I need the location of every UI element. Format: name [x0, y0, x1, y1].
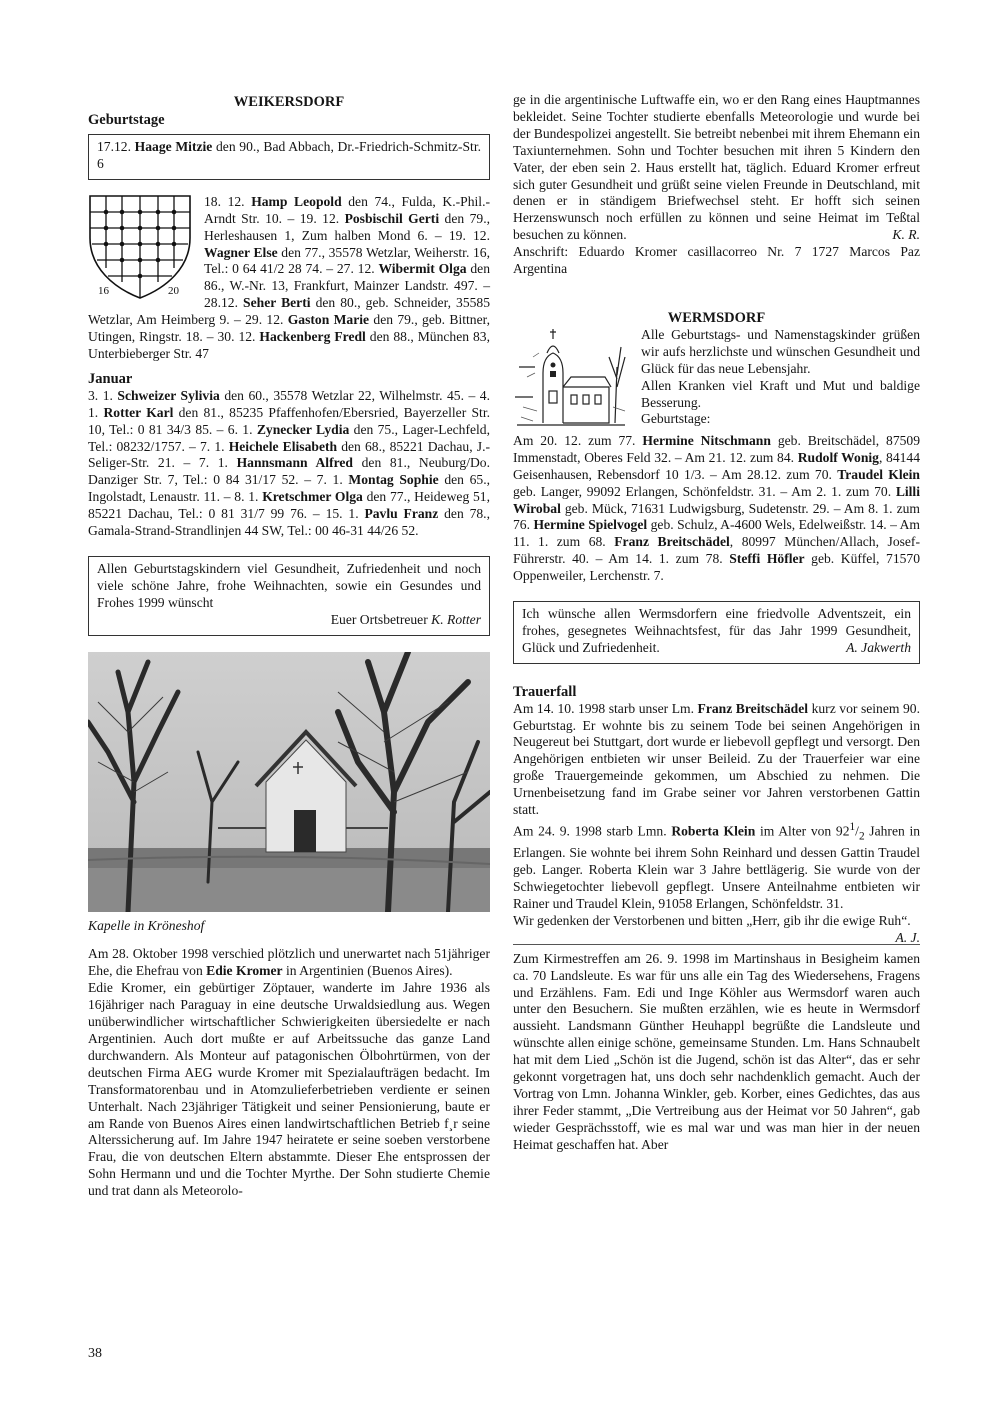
wermsdorf-geburtstage-label: Geburtstage: [641, 411, 711, 427]
trauerfall-closing-text: Wir gedenken der Verstorbenen und bitten „Herr, gib ihr die ewige Ruh“. [513, 912, 911, 928]
advent-greeting-box [513, 601, 920, 664]
kromer-address: Anschrift: Eduardo Kromer casillacorreo Nr. 7 1727 Marcos Paz Argentina [513, 244, 920, 277]
kromer-obituary: Am 28. Oktober 1998 verschied plötzlich und unerwartet nach 51jähriger Ehe, die Ehefrau von Edie Kromer in Argentinien (Buenos Aires). Edie Kromer, ein gebürtiger Zöptauer, wanderte im Jahre 1936 als 16jähriger nach Paraguay in eine deutsche Urwaldsiedlung aus. Wegen unüberwindlicher wirtschaftlicher Schwierigkeiten übersiedelte er nach Argentinien. Auch dort mußte er auf Arbeitssuche das ganze Land durchwandern. Als Monteur auf patagonischen Ölbohrtürmen, von der deutschen Firma AEG wurde Kromer mit Spezialaufträgen bedacht. Im Transformatorenbau und in Atomzulieferbetrieben verdiente er seinen Unterhalt. Nach 23jähriger Tätigkeit und seiner Pensionierung, baute er am Rande von Buenos Aires einen landwirtschaftlichen Betrieb f¸r seine Alterssicherung auf. Im Jahre 1947 heiratete er seine soeben verstorbene Frau, die von deutschen Eltern abstammte. Dieser Ehe entsprossen der Sohn Hermann und und die Tochter Myrthe. Der Sohn studierte Chemie und trat dann als Meteorolo- [88, 946, 490, 1199]
kromer-continuation: ge in die argentinische Luftwaffe ein, wo er den Rang eines Hauptmannes bekleidet. Seine Tochter studierte ebenfalls Meteorologie und wurde bei der Bundespolizei angestellt. Sie betreibt nebenbei mit ihrem Ehemann ein Taxiunternehmen. Sohn und Tochter besuchen mit ihren 5 Kindern den Vater, der eben sein 2. Haus erstellt hat, täglich. Eduard Kromer erfreut sich guter Gesundheit und grüßt seine vielen Freunde in Deutschland, mit denen er in ständigem Briefwechsel steht. Er hofft sich seinen Herzenswunsch noch erfüllen zu können und seine Heimat im Teßtal besuchen zu können. K. R. [513, 92, 920, 243]
photo-caption: Kapelle in Kröneshof [88, 917, 205, 933]
chapel-photo [88, 652, 490, 912]
greeting-box [88, 556, 490, 636]
januar-heading: Januar [88, 370, 133, 387]
trauerfall-signature: A. J. [895, 929, 920, 945]
greeting-text: Allen Geburtstagskindern viel Gesundheit, Zufriedenheit und noch viele schöne Jahre, frohe Weihnachten, sowie ein Gesundes und Frohes 1999 wünscht [97, 560, 481, 610]
trauerfall-klein: Am 24. 9. 1998 starb Lmn. Roberta Klein im Alter von $92^1/_2$ Jahren in Erlangen. Sie wohnte bei ihrem Sohn Reinhard und dessen Gattin Traudel geb. Langer. Roberta Klein war 3 Jahre bettlägerig. Sie wurde von der Schwiegetochter liebevoll gepflegt. Unsere Anteilnahme entbieten wir Rainer und Traudel Klein, 91058 Erlangen, Schönfeldstr. 31. [513, 821, 921, 911]
geburtstage-heading: Geburtstage [88, 112, 165, 128]
december-birthdays [88, 194, 490, 363]
right-column [513, 92, 920, 1154]
januar-birthday-list: 3. 1. Schweizer Sylivia den 60., 35578 Wetzlar 22, Wilhelmstr. 45. – 4. 1. Rotter Karl den 81., 85235 Pfaffenhofen/Ebersried, Bayerzeller Str. 10, Tel.: 0 81 34/3 85. – 6. 1. Zynecker Lydia den 75., Lager-Lechfeld, Tel.: 08232/1757. – 7. 1. Heichele Elisabeth den 68., 85221 Dachau, J.-Seliger-Str. 21. – 7. 1. Hannsmann Alfred den 81., Neuburg/Do. Danziger Str. 7, Tel.: 0 84 31/17 52. – 7. 1. Montag Sophie den 65., Ingolstadt, Lenaustr. 11. – 8. 1. Kretschmer Olga den 77., Heideweg 51, 85221 Dachau, Tel.: 0 81 31/7 99 76. – 15. 1. Pavlu Franz den 78., Gamala-Strand-Strandlinjen 44 SW, Tel.: 00 46-31 44/26 52. [88, 387, 490, 539]
trauerfall-closing [513, 912, 920, 945]
advent-signature: A. Jakwerth [846, 639, 911, 655]
haage-birthday-text: 17.12. Haage Mitzie den 90., Bad Abbach, Dr.-Friedrich-Schmitz-Str. 6 [97, 139, 482, 171]
december-birthday-list: 18. 12. Hamp Leopold den 74., Fulda, K.-Phil.-Arndt Str. 10. – 19. 12. Posbischil Gerti den 79., Herleshausen 1, Zum halben Mond 6. – 19. 12. Wagner Else den 77., 35578 Wetzlar, Weiherstr. 16, Tel.: 0 64 41/2 28 74. – 27. 12. Wibermit Olga den 86., W.-Nr. 13, Frankfurt, Mainzer Landstr. 497. – 28.12. Seher Berti den 80., geb. Schneider, 35585 Wetzlar, Am Heimberg 9. – 29. 12. Gaston Marie den 79., geb. Bittner, Utingen, Ringstr. 18. – 30. 12. Hackenberg Fredl den 88., München 83, Unterbieberger Str. 47 [88, 193, 491, 361]
church-illustration [513, 327, 629, 431]
coat-label-right: 20 [168, 284, 179, 297]
coat-label-left: 16 [98, 284, 109, 297]
greeting-signature-name: K. Rotter [431, 611, 481, 627]
greeting-signature-prefix: Euer Ortsbetreuer [330, 611, 432, 627]
kirmes-report: Zum Kirmestreffen am 26. 9. 1998 im Martinshaus in Besigheim kamen ca. 70 Landsleute. Es war für uns alle ein Tag des Wiedersehens, Fragens und Erzählens. Fam. Edi und Inge Köhler aus Wermsdorf waren auch unter den Besuchern. Sie mußten erzählen, wie es heute in Wermsdorf aussieht. Landsmann Günther Heuhappl begrüßte die Landsleute und wünschte allen einige schöne, gemeinsame Stunden. Lm. Hans Schnaubelt hat mit dem Lied „Schön ist die Jugend, schön ist das Alter“, das er sehr gekonnt vorgetragen hat, uns doch sehr nachdenklich gemacht. Auch der Vortrag von Lmn. Johanna Winkler, geb. Korber, eines Gedichtes, das aus ihrer Feder stammt, „Die Vertreibung aus der Heimat vor 50 Jahren“, gab wieder Gesprächsstoff, wie es mal war und was man hier in der neuen Heimat geschaffen hat. Aber [513, 950, 920, 1152]
weikersdorf-header [88, 92, 490, 130]
wermsdorf-title: WERMSDORF [667, 309, 766, 326]
weikersdorf-coat-of-arms [88, 194, 192, 302]
haage-birthday-box [88, 134, 490, 180]
page-number: 38 [88, 1346, 102, 1361]
wermsdorf-intro-wishes: Alle Geburtstags- und Namenstagskinder grüßen wir aufs herzlichste und wünschen Gesundheit und Glück für das neue Lebensjahr. [641, 326, 920, 376]
wermsdorf-intro-sick: Allen Kranken viel Kraft und Mut und baldige Besserung. [641, 377, 920, 410]
greeting-signature [97, 612, 481, 629]
kromer-signature: K. R. [892, 227, 920, 243]
wermsdorf-intro [513, 327, 920, 428]
left-column [88, 92, 490, 1200]
wermsdorf-birthday-list: Am 20. 12. zum 77. Hermine Nitschmann geb. Breitschädel, 87509 Immenstadt, Oberes Feld 32. – Am 21. 12. zum 84. Rudolf Wonig, 84144 Geisenhausen, Rebensdorf 10 1/3. – Am 28.12. zum 70. Traudel Klein geb. Langer, 99092 Erlangen, Schönfeldstr. 31. – Am 2. 1. zum 70. Lilli Wirobal geb. Mück, 71631 Ludwigsburg, Sudetenstr. 29. – Am 8. 1. zum 76. Hermine Spielvogel geb. Schulz, A-4600 Wels, Edelweißstr. 14. – Am 11. 1. zum 68. Franz Breitschädel, 80997 München/Allach, Josef-Führerstr. 40. – Am 14. 1. zum 78. Steffi Höfler geb. Küffel, 71570 Oppenweiler, Lerchenstr. 7. [513, 432, 921, 584]
advent-greeting-body: Ich wünsche allen Wermsdorfern eine friedvolle Adventszeit, ein frohes, gesegnetes Weihnachtsfest, für das Jahr 1999 Gesundheit, Glück und Zufriedenheit. [522, 606, 911, 655]
advent-greeting-text [522, 606, 911, 657]
kirmes-section [513, 944, 920, 1154]
trauerfall-heading: Trauerfall [513, 683, 577, 700]
weikersdorf-title: WEIKERSDORF [233, 94, 345, 110]
trauerfall-breitschaedel: Am 14. 10. 1998 starb unser Lm. Franz Breitschädel kurz vor seinem 90. Geburtstag. Er wohnte bis zu seinem Tode bei seinen Angehörigen in Neugereut bei Stuttgart, dort wurde er liebevoll gepflegt und versorgt. Den Angehörigen entbieten wir unser Beileid. Zu der Trauerfeier war eine große Trauergemeinde gekommen, um Abschied zu nehmen. Die Urnenbeisetzung fand im Grabe seiner vor Jahren verstorbenen Gattin statt. [513, 700, 920, 818]
